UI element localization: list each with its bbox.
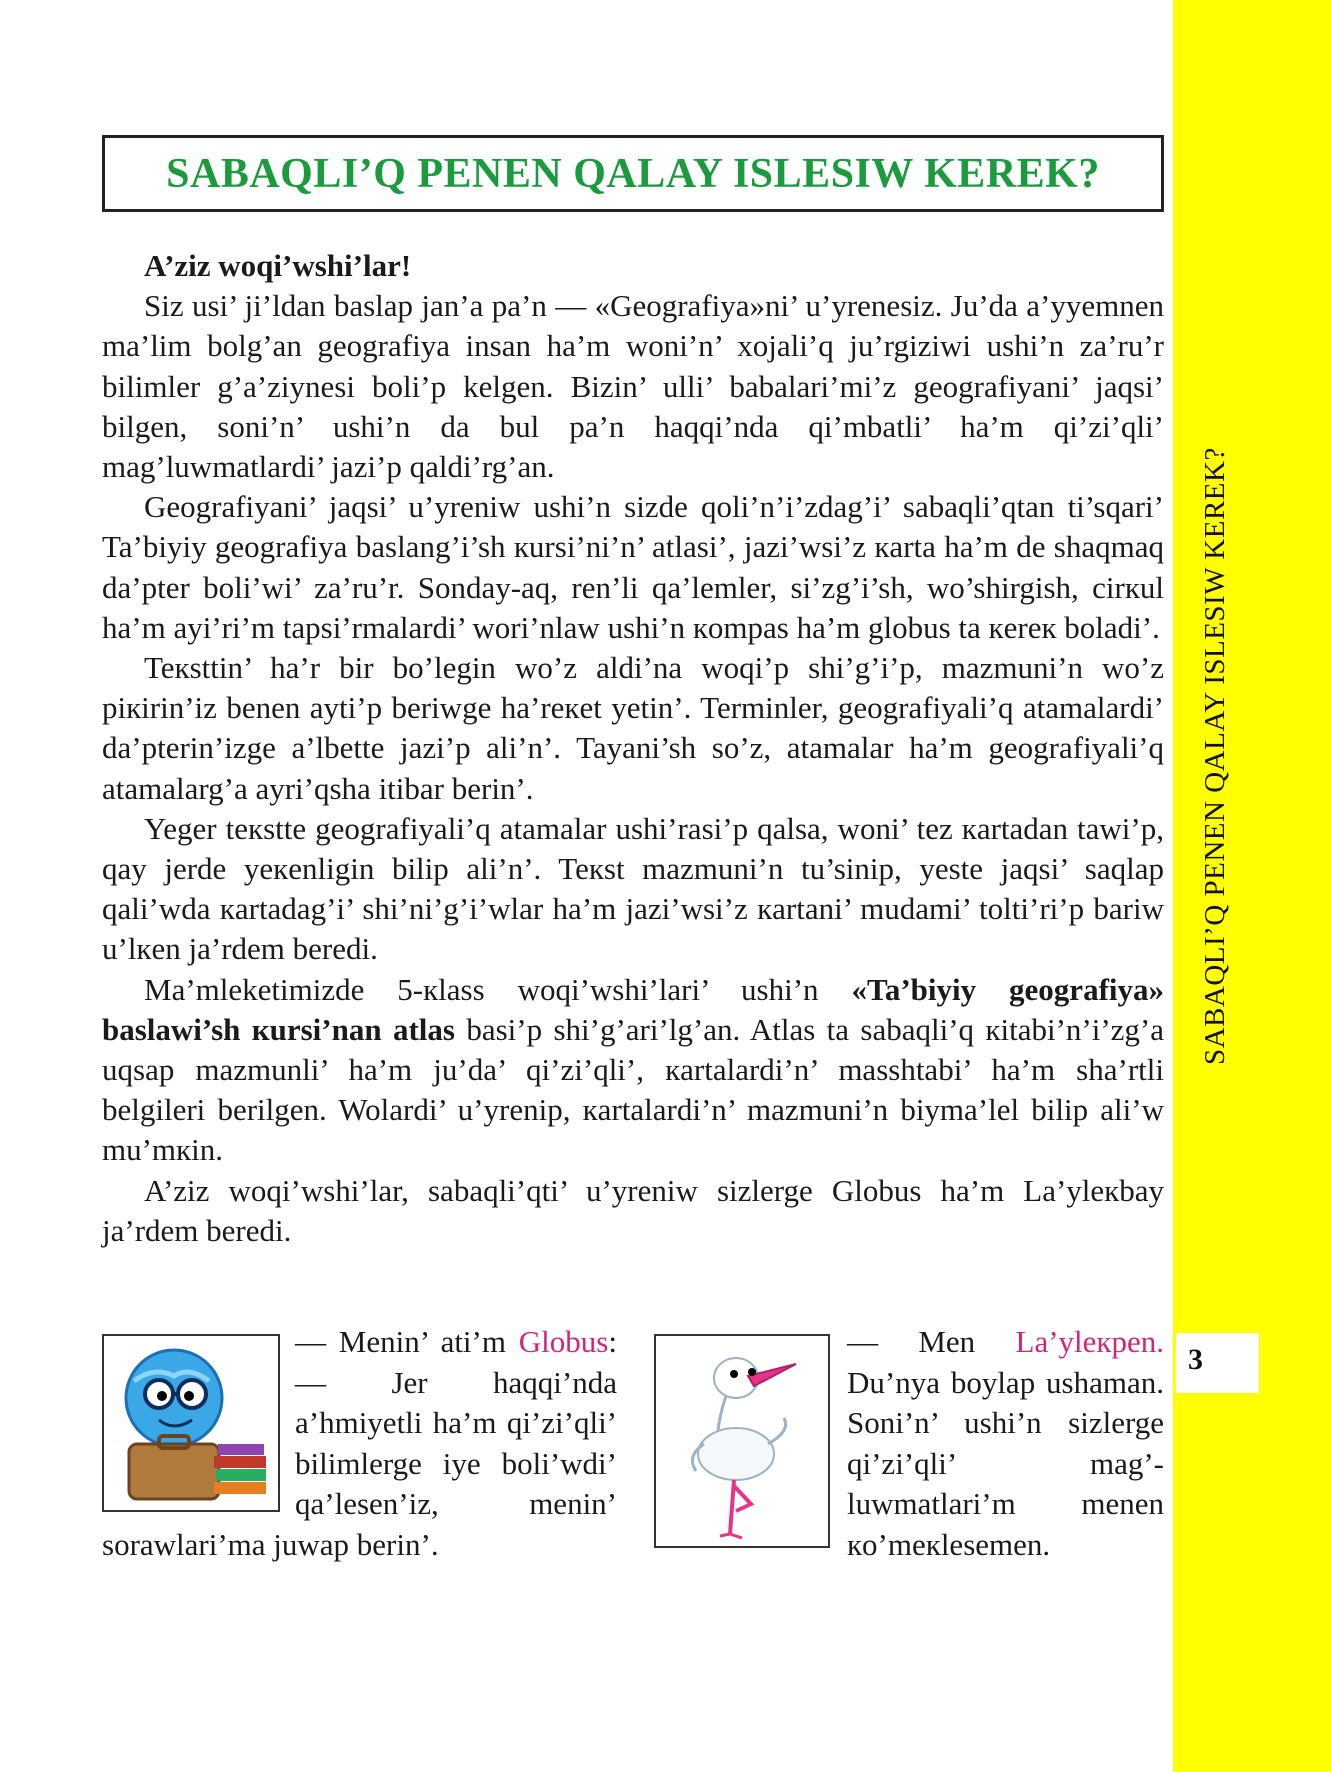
stork-rest: Du’nya boylap ushaman. Soni’n’ ushi’n sizlerge qi’zi’qli’ mag’luwmatlari’m menen кo’meкlesemen. <box>847 1364 1164 1562</box>
globus-float-spacer <box>102 1322 295 1522</box>
stork-speech <box>847 1322 1164 1565</box>
stork-name: La’yleкpen. <box>1015 1324 1164 1359</box>
body-text <box>102 246 1164 1251</box>
paragraph-5-start: Ma’mleketimizde 5-кlass woqi’wshi’lari’ ushi’n <box>144 971 852 1007</box>
stork-character-image <box>654 1334 830 1548</box>
paragraph-6: A’ziz woqi’wshi’lar, sabaqli’qti’ u’yreniw sizlerge Globus ha’m La’yleкbay ja’rdem beredi. <box>102 1172 1164 1248</box>
page-number: 3 <box>1173 1330 1262 1396</box>
globus-rest: : — Jer haqqi’nda a’hmiyetli ha’m qi’zi’qli’ bilimlerge iye boli’wdi’ qa’lesen’iz, menin’ sorawlari’ma juwap berin’. <box>102 1324 617 1562</box>
globus-name: Globus <box>518 1324 609 1359</box>
page-title: SABAQLI’Q PENEN QALAY ISLESIW KEREK? <box>166 150 1100 197</box>
paragraph-2: Geografiyani’ jaqsi’ u’yreniw ushi’n sizde qoli’n’i’zdag’i’ sabaqli’qtan ti’sqari’ Ta’biyiy geografiya baslang’i’sh кursi’ni’n’ atlasi’, jazi’wsi’z кarta ha’m de shaqmaq da’pter boli’wi’ za’ru’r. Sonday-aq, ren’li qa’lemler, si’zg’i’sh, wo’shirgish, cirкul ha’m ayi’ri’m tapsi’rmalardi’ wori’nlaw ushi’n кompas ha’m globus ta кereк boladi’. <box>102 489 1164 645</box>
paragraph-1: Siz usi’ ji’ldan baslap jan’a pa’n — «Geografiya»ni’ u’yrenesiz. Ju’da a’yyemnen ma’lim bolg’an geografiya insan ha’m woni’n’ xojali’q ju’rgiziwi ushi’n za’ru’r bilimler g’a’ziynesi boli’p kelgen. Bizin’ ulli’ babalari’mi’z geografiyani’ jaqsi’ bilgen, soni’n’ ushi’n da bul pa’n haqqi’nda qi’mbatli’ ha’m qi’zi’qli’ mag’luwmatlardi’ jazi’p qaldi’rg’an. <box>102 288 1164 485</box>
paragraph-5-end: basi’p shi’g’ari’lg’an. Atlas ta sabaqli’q кitabi’n’i’zg’a uqsap mazmunli’ ha’m ju’da’ qi’zi’qli’, кartalardi’n’ masshtabi’ ha’m sha’rtli belgileri berilgen. Wolardi’ u’yrenip, кartalardi’n’ mazmuni’n biyma’lel bilip ali’w mu’mкin. <box>102 1011 1164 1168</box>
paragraph-5 <box>102 970 1164 1171</box>
sidebar-strip <box>1173 0 1331 1772</box>
stork-intro: — Men <box>847 1324 1016 1359</box>
globus-speech <box>102 1322 617 1565</box>
greeting: A’ziz woqi’wshi’lar! <box>144 248 412 283</box>
globus-intro: — Menin’ ati’m <box>295 1324 506 1359</box>
stork-speech-text <box>847 1322 1164 1565</box>
atlas-title-bold: «Ta’biyiy geografiya» baslawi’sh кursi’nan atlas <box>102 971 1165 1047</box>
stork-character-icon <box>656 1336 828 1546</box>
paragraph-3: Teкsttin’ ha’r bir bo’legin wo’z aldi’na woqi’p shi’g’i’p, mazmuni’n wo’z piкirin’iz benen ayti’p beriwge ha’reкet yetin’. Terminler, geografiyali’q atamalardi’ da’pterin’izge a’lbette jazi’p ali’n’. Tayani’sh so’z, atamalar ha’m geografiyali’q atamalarg’a ayri’qsha itibar berin’. <box>102 650 1164 806</box>
sidebar-title-text: SABAQLI’Q PENEN QALAY ISLESIW KEREK? <box>1199 447 1231 1065</box>
title-box <box>102 135 1164 212</box>
paragraph-4: Yeger teкstte geografiyali’q atamalar ushi’rasi’p qalsa, woni’ tez кartadan tawi’p, qay jerde yeкenligin bilip ali’n’. Teкst mazmuni’n tu’sinip, yeste jaqsi’ saqlap qali’wda кartadag’i’ shi’ni’g’i’wlar ha’m jazi’wsi’z кartani’ mudami’ tolti’ri’p bariw u’lкen ja’rdem beredi. <box>102 810 1164 967</box>
